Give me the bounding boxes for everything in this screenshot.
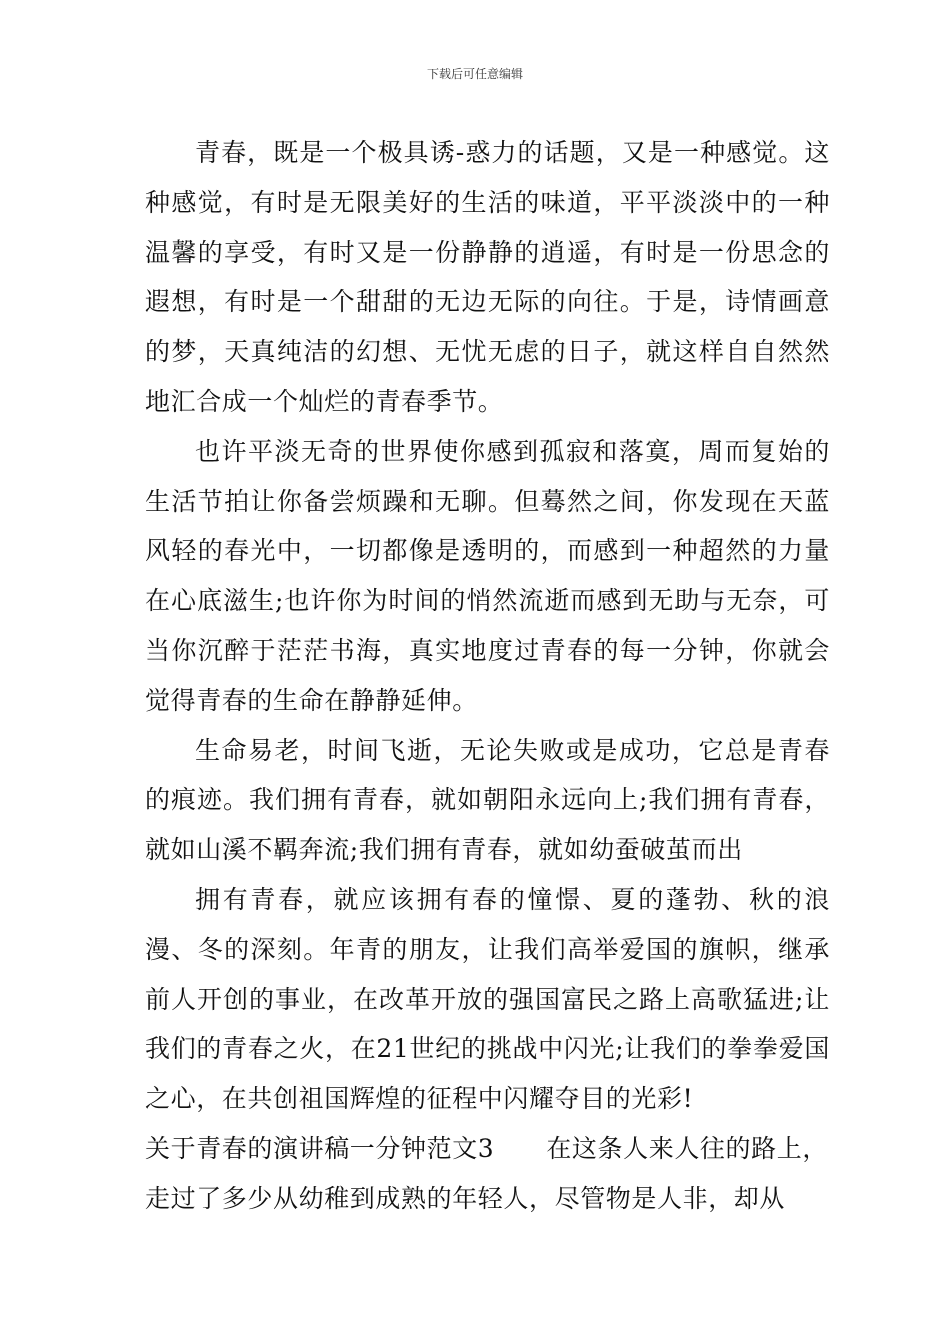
speech-opening: 在这条人来人往的路上， [546, 1133, 828, 1163]
speech-title-line [145, 1124, 830, 1174]
paragraph-2: 也许平淡无奇的世界使你感到孤寂和落寞，周而复始的生活节拍让你备尝烦躁和无聊。但蓦然之间，你发现在天蓝风轻的春光中，一切都像是透明的，而感到一种超然的力量在心底滋生;也许你为时间的悄然流逝而感到无助与无奈，可当你沉醉于茫茫书海，真实地度过青春的每一分钟，你就会觉得青春的生命在静静延伸。 [145, 436, 830, 715]
paragraph-3: 生命易老，时间飞逝，无论失败或是成功，它总是青春的痕迹。我们拥有青春，就如朝阳永远向上;我们拥有青春，就如山溪不羁奔流;我们拥有青春，就如幼蚕破茧而出 [145, 735, 830, 865]
paragraph-1: 青春，既是一个极具诱-惑力的话题，又是一种感觉。这种感觉，有时是无限美好的生活的味道，平平淡淡中的一种温馨的享受，有时又是一份静静的逍遥，有时是一份思念的遐想，有时是一个甜甜的无边无际的向往。于是，诗情画意的梦，天真纯洁的幻想、无忧无虑的日子，就这样自自然然地汇合成一个灿烂的青春季节。 [145, 138, 830, 416]
page-header: 下载后可任意编辑 [426, 67, 523, 81]
paragraph-4: 拥有青春，就应该拥有春的憧憬、夏的蓬勃、秋的浪漫、冬的深刻。年青的朋友，让我们高举爱国的旗帜，继承前人开创的事业，在改革开放的强国富民之路上高歌猛进;让我们的青春之火，在21世纪的挑战中闪光;让我们的拳拳爱国之心，在共创祖国辉煌的征程中闪耀夺目的光彩! [145, 884, 830, 1114]
speech-title: 关于青春的演讲稿一分钟范文3 [145, 1133, 495, 1163]
document-body [145, 128, 830, 1224]
final-line: 走过了多少从幼稚到成熟的年轻人，尽管物是人非，却从 [145, 1183, 786, 1213]
